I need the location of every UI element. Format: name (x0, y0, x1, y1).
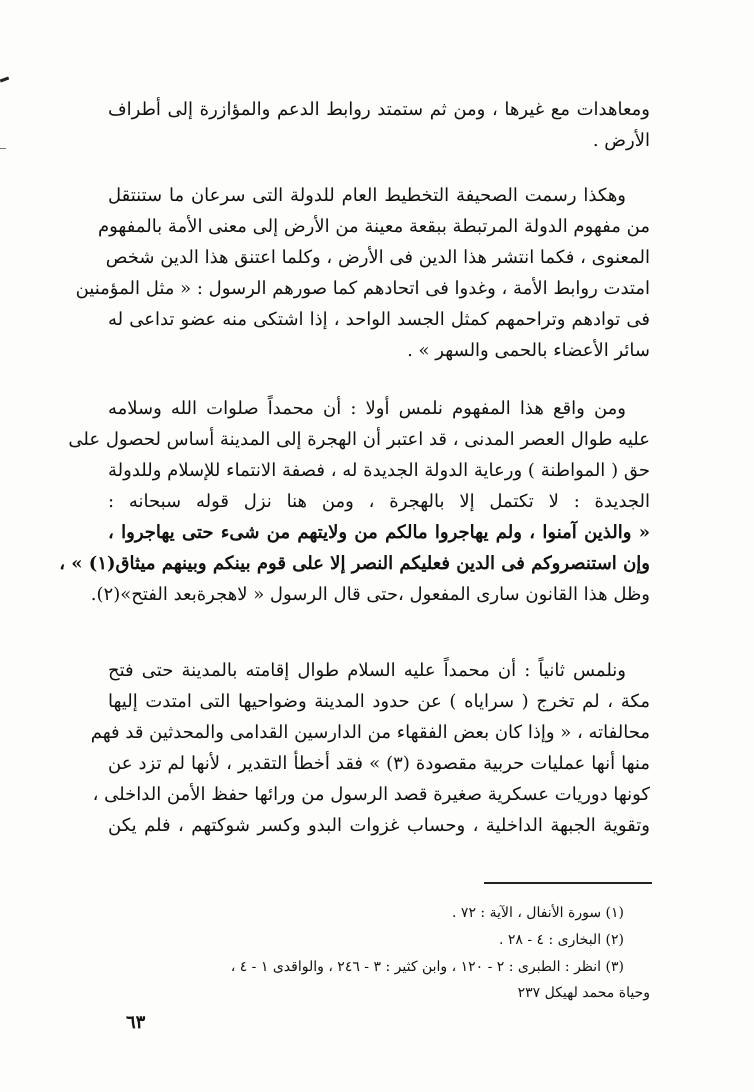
text-line: فى توادهم وتراحمهم كمثل الجسد الواحد ، إذا اشتكى منه عضو تداعى له (108, 309, 650, 330)
footnote-separator (484, 882, 652, 884)
text-line: مكة ، لم تخرج ( سراياه ) عن حدود المدينة وضواحيها التى امتدت إليها (108, 691, 650, 712)
text-line: الجديدة : لا تكتمل إلا بالهجرة ، ومن هنا نزل قوله سبحانه : (108, 491, 650, 512)
footnotes (84, 900, 650, 1005)
text-line: المعنوى ، فكما انتشر هذا الدين فى الأرض ، وكلما اعتنق هذا الدين شخص (105, 247, 650, 268)
page-number: ٦٣ (126, 1012, 146, 1033)
text-line: عليه طوال العصر المدنى ، قد اعتبر أن الهجرة إلى المدينة أساس لحصول على (68, 429, 650, 450)
paragraph-2 (75, 180, 650, 366)
text-line: ومعاهدات مع غيرها ، ومن ثم ستمتد روابط الدعم والمؤازرة إلى أطراف (108, 99, 650, 120)
quran-verse-line: وإن استنصروكم فى الدين فعليكم النصر إلا على قوم بينكم وبينهم ميثاق(١) » ، (59, 553, 650, 574)
text-line: امتدت روابط الأمة ، وغدوا فى اتحادهم كما صورهم الرسول : « مثل المؤمنين (75, 278, 650, 299)
text-line: كونها دوريات عسكرية صغيرة قصد الرسول من ورائها حفظ الأمن الداخلى ، (92, 784, 650, 805)
text-line: سائر الأعضاء بالحمى والسهر » . (407, 340, 650, 361)
text-line: ونلمس ثانياً : أن محمداً عليه السلام طوال إقامته بالمدينة حتى فتح (108, 660, 626, 681)
footnote-1: (١) سورة الأنفال ، الآية : ٧٢ . (452, 905, 624, 921)
footnote-2: (٢) البخارى : ٤ - ٢٨ . (498, 932, 624, 948)
text-line: وهكذا رسمت الصحيفة التخطيط العام للدولة التى سرعان ما ستنتقل (108, 185, 626, 206)
text-line: ومن واقع هذا المفهوم نلمس أولا : أن محمداً صلوات الله وسلامه (108, 398, 626, 419)
paragraph-4 (90, 655, 650, 841)
text-line: حق ( المواطنة ) ورعاية الدولة الجديدة له ، فصفة الانتماء للإسلام وللدولة (108, 460, 650, 481)
footnote-3-continuation: وحياة محمد لهيكل ٢٣٧ (517, 985, 650, 1001)
quran-verse-line: « والذين آمنوا ، ولم يهاجروا مالكم من ولايتهم من شىء حتى يهاجروا ، (108, 522, 650, 543)
text-line: وظل هذا القانون سارى المفعول ،حتى قال الرسول « لاهجرةبعد الفتح»(٢). (90, 584, 650, 605)
text-line: محالفاته ، « وإذا كان بعض الفقهاء من الدارسين القدامى والمحدثين قد فهم (90, 722, 650, 743)
text-line: الأرض . (592, 130, 650, 151)
paragraph-3 (59, 393, 650, 610)
footnote-3: (٣) انظر : الطبرى : ٢ - ١٢٠ ، وابن كثير : ٣ - ٢٤٦ ، والواقدى ١ - ٤ ، (230, 959, 624, 975)
text-line: وتقوية الجبهة الداخلية ، وحساب غزوات البدو وكسر شوكتهم ، فلم يكن (108, 815, 650, 836)
scan-edge-mark (0, 77, 9, 83)
paragraph-1 (108, 94, 650, 156)
scan-edge-tick (0, 148, 6, 149)
text-line: منها أنها عمليات حربية مقصودة (٣) » فقد أخطأ التقدير ، لأنها لم تزد عن (108, 753, 650, 774)
text-line: من مفهوم الدولة المرتبطة ببقعة معينة من الأرض إلى معنى الأمة بالمفهوم (97, 216, 650, 237)
